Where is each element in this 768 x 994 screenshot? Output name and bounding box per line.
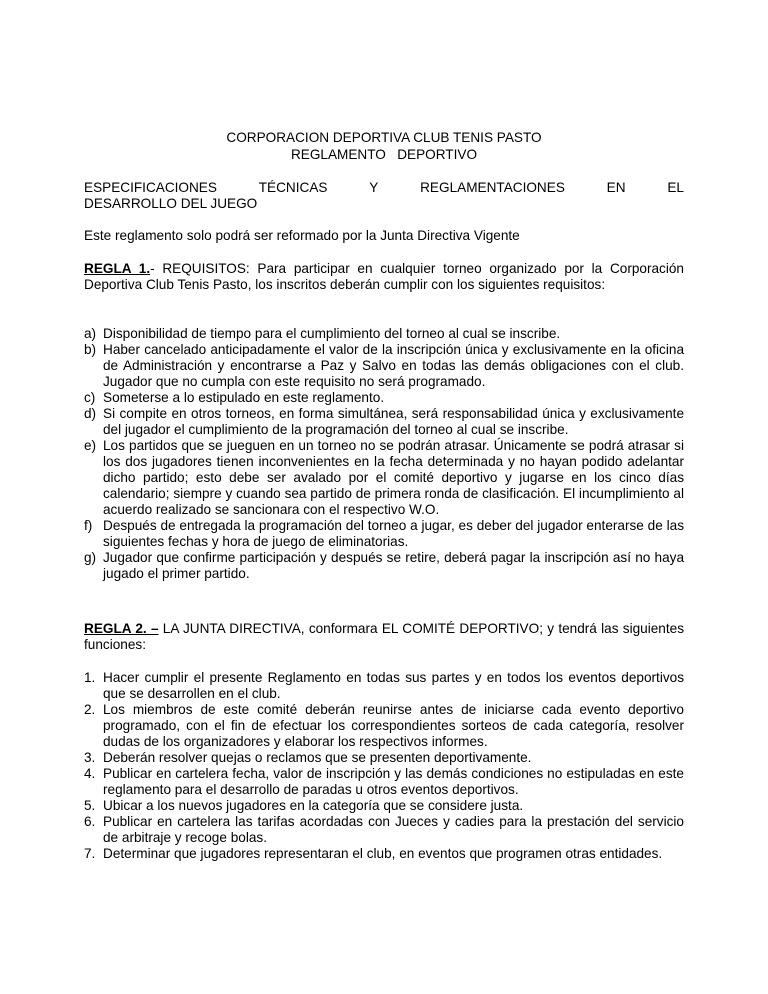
spec-word: ESPECIFICACIONES (84, 180, 217, 195)
list-item (84, 406, 684, 438)
list-item (84, 342, 684, 390)
specifications-heading (84, 180, 684, 212)
rule-2-text: LA JUNTA DIRECTIVA, conformara EL COMITÉ DEPORTIVO; y tendrá las siguientes funciones: (84, 621, 685, 652)
document-title: CORPORACION DEPORTIVA CLUB TENIS PASTO (226, 130, 542, 145)
list-marker: 6. (84, 814, 96, 829)
document-subtitle: REGLAMENTO DEPORTIVO (290, 147, 478, 162)
list-item-text: Disponibilidad de tiempo para el cumplimiento del torneo al cual se inscribe. (103, 326, 561, 341)
list-item (84, 518, 684, 550)
list-item (84, 670, 684, 702)
specifications-line-2: DESARROLLO DEL JUEGO (84, 196, 258, 211)
list-marker: a) (84, 326, 97, 341)
specifications-line-1 (84, 180, 684, 196)
list-item-text: Los partidos que se jueguen en un torneo no se podrán atrasar. Únicamente se podrá atrasar si los dos jugadores tienen inconvenientes en la fecha determinada y no hayan podido adelantar dicho partido; esto debe ser avalado por el comité deportivo y jugarse en los cinco días calendario; siempre y cuando sea partido de primera ronda de clasificación. El incumplimiento al acuerdo realizado se sancionara con el respectivo W.O. (103, 438, 684, 517)
rule-1-paragraph (84, 261, 684, 293)
list-item-text: Hacer cumplir el presente Reglamento en todas sus partes y en todos los eventos deportivos que se desarrollen en el club. (103, 670, 684, 701)
rule-2-label: REGLA 2. – (84, 621, 159, 636)
list-item (84, 438, 684, 518)
list-item (84, 326, 684, 342)
rule-1-text: - REQUISITOS: Para participar en cualquier torneo organizado por la Corporación Deportiva Club Tenis Pasto, los inscritos deberán cumplir con los siguientes requisitos: (84, 261, 684, 292)
list-marker: g) (84, 550, 97, 565)
rule-2-functions-list (84, 670, 684, 862)
spec-word: REGLAMENTACIONES (420, 180, 565, 195)
spec-word: EL (667, 180, 684, 195)
intro-paragraph: Este reglamento solo podrá ser reformado por la Junta Directiva Vigente (84, 228, 520, 243)
list-marker: f) (84, 518, 93, 533)
list-item-text: Ubicar a los nuevos jugadores en la categoría que se considere justa. (103, 798, 524, 813)
list-marker: 7. (84, 846, 96, 861)
list-item (84, 814, 684, 846)
list-marker: d) (84, 406, 97, 421)
list-item-text: Los miembros de este comité deberán reunirse antes de iniciarse cada evento deportivo programado, con el fin de efectuar los correspondientes sorteos de cada categoría, resolver dudas de los organizadores y elaborar los respectivos informes. (103, 702, 684, 749)
list-item-text: Publicar en cartelera las tarifas acordadas con Jueces y cadies para la prestación del servicio de arbitraje y recoge bolas. (103, 814, 684, 845)
list-item (84, 702, 684, 750)
list-item (84, 550, 684, 582)
list-item (84, 846, 684, 862)
list-item-text: Haber cancelado anticipadamente el valor de la inscripción única y exclusivamente en la oficina de Administración y encontrarse a Paz y Salvo en todas las demás obligaciones con el club. Jugador que no cumpla con este requisito no será programado. (103, 342, 684, 389)
list-marker: 1. (84, 670, 96, 685)
list-item-text: Someterse a lo estipulado en este reglamento. (103, 390, 385, 405)
list-marker: 2. (84, 702, 96, 717)
spec-word: Y (369, 180, 379, 195)
list-item (84, 750, 684, 766)
list-item (84, 390, 684, 406)
list-item (84, 798, 684, 814)
list-marker: 5. (84, 798, 96, 813)
rule-1-requirements-list (84, 326, 684, 582)
list-marker: b) (84, 342, 97, 357)
spec-word: EN (606, 180, 626, 195)
spec-word: TÉCNICAS (258, 180, 328, 195)
rule-2-paragraph (84, 621, 684, 653)
list-item-text: Después de entregada la programación del torneo a jugar, es deber del jugador enterarse de las siguientes fechas y hora de juego de eliminatorias. (103, 518, 684, 549)
rule-1-label: REGLA 1. (84, 261, 151, 276)
list-marker: e) (84, 438, 97, 453)
list-marker: 4. (84, 766, 96, 781)
list-marker: c) (84, 390, 96, 405)
list-item (84, 766, 684, 798)
list-item-text: Publicar en cartelera fecha, valor de inscripción y las demás condiciones no estipuladas en este reglamento para el desarrollo de paradas u otros eventos deportivos. (103, 766, 684, 797)
list-item-text: Jugador que confirme participación y después se retire, deberá pagar la inscripción así no haya jugado el primer partido. (103, 550, 684, 581)
list-item-text: Determinar que jugadores representaran el club, en eventos que programen otras entidades. (103, 846, 663, 861)
list-item-text: Si compite en otros torneos, en forma simultánea, será responsabilidad única y exclusivamente del jugador el cumplimiento de la programación del torneo al cual se inscribe. (103, 406, 684, 437)
list-item-text: Deberán resolver quejas o reclamos que se presenten deportivamente. (103, 750, 532, 765)
list-marker: 3. (84, 750, 96, 765)
